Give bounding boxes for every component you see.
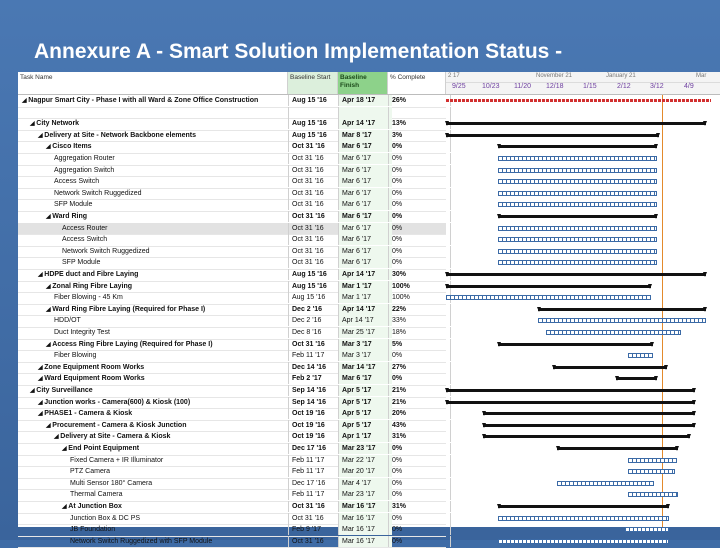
task-name-text: Cisco Items — [52, 143, 92, 151]
task-bar[interactable] — [498, 156, 657, 161]
timeline-top-label: January 21 — [606, 73, 636, 79]
task-name-cell[interactable] — [38, 373, 286, 384]
task-name-text: Junction works - Camera(600) & Kiosk (100) — [44, 398, 191, 406]
pct-complete-cell[interactable]: 13% — [388, 118, 451, 129]
baseline-start-cell[interactable]: Oct 31 '16 — [288, 513, 342, 524]
baseline-finish-cell[interactable]: Mar 1 '17 — [338, 292, 392, 303]
pct-complete-cell[interactable]: 0% — [388, 373, 451, 384]
baseline-finish-cell[interactable]: Apr 14 '17 — [338, 304, 392, 315]
collapse-toggle-icon[interactable]: ◢ — [46, 341, 53, 348]
pct-complete-cell[interactable]: 20% — [388, 408, 451, 419]
pct-complete-cell[interactable]: 0% — [388, 466, 451, 477]
pct-complete-cell[interactable]: 0% — [388, 153, 451, 164]
task-bar[interactable] — [538, 318, 706, 323]
task-bar[interactable] — [498, 191, 657, 196]
task-name-cell[interactable]: Access Switch — [54, 178, 100, 186]
task-name-cell[interactable]: Access Switch — [62, 236, 108, 244]
baseline-finish-cell[interactable]: Mar 20 '17 — [338, 466, 392, 477]
task-bar[interactable] — [557, 481, 654, 486]
pct-complete-header[interactable]: % Complete — [388, 72, 446, 94]
collapse-toggle-icon[interactable]: ◢ — [46, 422, 53, 429]
collapse-toggle-icon[interactable]: ◢ — [54, 434, 61, 441]
baseline-finish-cell[interactable]: Apr 1 '17 — [338, 431, 392, 442]
timeline-date: 10/23 — [482, 83, 500, 90]
timeline-date: 4/9 — [684, 83, 694, 90]
pct-complete-cell[interactable]: 31% — [388, 501, 451, 512]
baseline-finish-cell[interactable]: Apr 14 '17 — [338, 118, 392, 129]
summary-bar[interactable] — [538, 308, 706, 311]
task-bar[interactable] — [498, 516, 670, 521]
timeline-top-scale — [446, 72, 720, 83]
task-name-cell[interactable]: Fixed Camera + IR Illuminator — [70, 456, 164, 464]
baseline-start-cell[interactable]: Aug 15 '16 — [288, 130, 342, 141]
baseline-finish-cell[interactable]: Mar 6 '17 — [338, 373, 392, 384]
baseline-finish-cell[interactable]: Mar 23 '17 — [338, 489, 392, 500]
baseline-start-cell[interactable]: Dec 8 '16 — [288, 327, 342, 338]
task-bar[interactable] — [625, 527, 669, 532]
baseline-start-cell[interactable]: Oct 19 '16 — [288, 420, 342, 431]
task-name-cell[interactable]: HDD/OT — [54, 317, 81, 325]
baseline-start-cell[interactable]: Feb 11 '17 — [288, 466, 342, 477]
baseline-finish-cell[interactable]: Mar 3 '17 — [338, 350, 392, 361]
baseline-start-cell[interactable]: Aug 15 '16 — [288, 281, 342, 292]
pct-complete-cell[interactable]: 100% — [388, 281, 451, 292]
task-name-text: At Junction Box — [68, 503, 122, 510]
pct-complete-cell[interactable]: 100% — [388, 292, 451, 303]
baseline-start-cell[interactable]: Oct 31 '16 — [288, 257, 342, 268]
baseline-finish-cell[interactable]: Apr 5 '17 — [338, 385, 392, 396]
baseline-finish-cell[interactable]: Mar 16 '17 — [338, 536, 392, 547]
collapse-toggle-icon[interactable]: ◢ — [62, 446, 69, 452]
summary-bar[interactable] — [616, 377, 656, 380]
collapse-toggle-icon[interactable]: ◢ — [38, 399, 45, 406]
pct-complete-cell[interactable]: 0% — [388, 350, 451, 361]
summary-bar[interactable] — [498, 145, 657, 148]
summary-bar[interactable] — [446, 273, 706, 276]
task-bar[interactable] — [628, 458, 677, 463]
task-name-text: City Surveillance — [36, 387, 93, 394]
baseline-finish-cell[interactable]: Apr 5 '17 — [338, 420, 392, 431]
task-name-cell[interactable]: Fiber Blowing — [54, 352, 97, 360]
summary-bar[interactable] — [446, 401, 695, 404]
task-name-cell[interactable]: Fiber Blowing - 45 Km — [54, 294, 123, 302]
baseline-finish-cell[interactable]: Apr 14 '17 — [338, 269, 392, 280]
baseline-start-cell[interactable]: Oct 31 '16 — [288, 176, 342, 187]
baseline-finish-cell[interactable]: Mar 14 '17 — [338, 362, 392, 373]
task-name-cell[interactable]: PTZ Camera — [70, 468, 111, 476]
collapse-toggle-icon[interactable]: ◢ — [22, 98, 29, 104]
pct-complete-cell[interactable]: 0% — [388, 223, 451, 234]
baseline-finish-cell[interactable]: Mar 6 '17 — [338, 176, 392, 187]
slide-title: Annexure A - Smart Solution Implementation Status - — [34, 40, 563, 63]
pct-complete-cell[interactable]: 0% — [388, 536, 451, 547]
pct-complete-cell[interactable]: 0% — [388, 246, 451, 257]
collapse-toggle-icon[interactable]: ◢ — [38, 376, 45, 383]
task-name-text: End Point Equipment — [68, 445, 140, 452]
baseline-start-cell[interactable]: Oct 31 '16 — [288, 536, 342, 547]
baseline-finish-cell[interactable]: Mar 25 '17 — [338, 327, 392, 338]
baseline-start-cell[interactable]: Oct 19 '16 — [288, 408, 342, 419]
baseline-start-cell[interactable]: Oct 31 '16 — [288, 165, 342, 176]
pct-complete-cell[interactable]: 5% — [388, 339, 451, 350]
task-name-cell[interactable]: Aggregation Switch — [54, 166, 115, 174]
baseline-start-cell[interactable]: Oct 31 '16 — [288, 501, 342, 512]
task-name-text: Nagpur Smart City - Phase I with all Ward & Zone Office Construction — [28, 97, 259, 104]
baseline-start-cell[interactable]: Oct 31 '16 — [288, 141, 342, 152]
baseline-start-cell[interactable]: Feb 11 '17 — [288, 455, 342, 466]
pct-complete-cell[interactable]: 31% — [388, 431, 451, 442]
task-name-text: Ward Ring Fibre Laying (Required for Phase I) — [52, 305, 206, 313]
baseline-start-cell[interactable]: Feb 11 '17 — [288, 350, 342, 361]
baseline-start-cell[interactable]: Feb 2 '17 — [288, 373, 342, 384]
baseline-start-cell[interactable]: Oct 31 '16 — [288, 199, 342, 210]
pct-complete-cell[interactable]: 33% — [388, 315, 451, 326]
pct-complete-cell[interactable]: 0% — [388, 524, 451, 535]
task-bar[interactable] — [498, 202, 657, 207]
pct-complete-cell[interactable]: 21% — [388, 397, 451, 408]
task-name-cell[interactable]: Network Switch Ruggedized — [54, 189, 142, 197]
task-name-text: City Network — [36, 120, 80, 128]
baseline-finish-cell[interactable]: Mar 16 '17 — [338, 524, 392, 535]
task-name-cell[interactable] — [38, 130, 286, 141]
baseline-start-cell[interactable]: Oct 31 '16 — [288, 188, 342, 199]
project-summary-bar[interactable] — [446, 99, 711, 102]
timeline-top-label: November 21 — [536, 73, 573, 79]
task-name-cell[interactable]: Network Switch Ruggedized with SFP Module — [70, 537, 213, 545]
collapse-toggle-icon[interactable]: ◢ — [38, 132, 45, 139]
task-name-cell[interactable] — [46, 304, 286, 315]
pct-complete-cell[interactable]: 0% — [388, 478, 451, 489]
task-name-header[interactable]: Task Name — [18, 72, 288, 94]
task-bar[interactable] — [498, 260, 657, 265]
baseline-start-header[interactable]: Baseline Start — [288, 72, 338, 94]
baseline-start-cell[interactable]: Aug 15 '16 — [288, 118, 342, 129]
timeline-date: 11/20 — [514, 83, 531, 90]
task-bar[interactable] — [628, 492, 679, 497]
collapse-toggle-icon[interactable]: ◢ — [38, 411, 45, 418]
task-name-cell[interactable]: SFP Module — [54, 201, 93, 209]
baseline-finish-cell[interactable]: Mar 3 '17 — [338, 339, 392, 350]
timeline-header — [446, 72, 720, 94]
timeline-date: 2/12 — [617, 83, 631, 90]
task-name-cell[interactable] — [46, 339, 286, 350]
baseline-finish-cell[interactable]: Mar 6 '17 — [338, 234, 392, 245]
pct-complete-cell[interactable] — [388, 107, 451, 118]
baseline-finish-cell[interactable]: Mar 6 '17 — [338, 246, 392, 257]
summary-bar[interactable] — [483, 435, 690, 438]
baseline-start-cell[interactable]: Aug 15 '16 — [288, 292, 342, 303]
task-name-text: HDPE duct and Fibre Laying — [44, 271, 139, 278]
task-name-cell[interactable] — [38, 397, 286, 408]
baseline-start-cell[interactable]: Dec 17 '16 — [288, 443, 342, 454]
task-name-text: Access Ring Fibre Laying (Required for Phase I) — [52, 340, 213, 348]
task-name-text: Delivery at Site - Network Backbone elements — [44, 131, 197, 139]
task-name-text: Ward Ring — [52, 213, 88, 220]
task-bar[interactable] — [498, 237, 657, 242]
pct-complete-cell[interactable]: 0% — [388, 234, 451, 245]
task-bar[interactable] — [498, 249, 657, 254]
baseline-start-cell[interactable]: Dec 2 '16 — [288, 315, 342, 326]
task-name-cell[interactable] — [46, 211, 286, 222]
baseline-finish-cell[interactable]: Mar 6 '17 — [338, 141, 392, 152]
task-bar[interactable] — [546, 330, 681, 335]
pct-complete-cell[interactable]: 0% — [388, 455, 451, 466]
collapse-toggle-icon[interactable]: ◢ — [38, 272, 45, 278]
pct-complete-cell[interactable]: 0% — [388, 188, 451, 199]
baseline-finish-cell[interactable]: Mar 6 '17 — [338, 211, 392, 222]
task-name-cell[interactable] — [62, 501, 286, 512]
task-name-cell[interactable]: Thermal Camera — [70, 491, 123, 499]
collapse-toggle-icon[interactable]: ◢ — [46, 214, 53, 220]
task-name-cell[interactable]: Aggregation Router — [54, 155, 115, 162]
baseline-finish-cell[interactable]: Mar 8 '17 — [338, 130, 392, 141]
pct-complete-cell[interactable]: 0% — [388, 199, 451, 210]
baseline-start-cell[interactable]: Feb 11 '17 — [288, 489, 342, 500]
baseline-finish-cell[interactable]: Mar 4 '17 — [338, 478, 392, 489]
summary-bar[interactable] — [498, 343, 653, 346]
summary-bar[interactable] — [483, 412, 695, 415]
timeline-date: 9/25 — [452, 83, 466, 90]
task-bar[interactable] — [446, 295, 651, 300]
task-name-cell[interactable]: Access Router — [62, 224, 108, 232]
baseline-finish-header[interactable]: Baseline Finish — [338, 72, 388, 94]
pct-complete-cell[interactable]: 0% — [388, 165, 451, 176]
collapse-toggle-icon[interactable]: ◢ — [30, 388, 37, 394]
pct-complete-cell[interactable]: 3% — [388, 130, 451, 141]
task-name-text: Procurement - Camera & Kiosk Junction — [52, 421, 187, 429]
task-name-cell[interactable]: Junction Box & DC PS — [70, 514, 141, 522]
baseline-finish-cell[interactable]: Apr 18 '17 — [338, 95, 392, 106]
task-name-text: Delivery at Site - Camera & Kiosk — [60, 433, 171, 441]
baseline-start-cell[interactable]: Oct 31 '16 — [288, 339, 342, 350]
task-name-cell[interactable] — [22, 95, 286, 106]
task-name-text: PHASE1 - Camera & Kiosk — [44, 410, 133, 418]
task-name-cell[interactable] — [46, 281, 286, 292]
task-name-cell[interactable]: JB Foundation — [70, 526, 116, 534]
baseline-finish-cell[interactable]: Mar 16 '17 — [338, 501, 392, 512]
baseline-finish-cell[interactable]: Mar 16 '17 — [338, 513, 392, 524]
collapse-toggle-icon[interactable]: ◢ — [46, 306, 53, 313]
pct-complete-cell[interactable]: 18% — [388, 327, 451, 338]
baseline-finish-cell[interactable]: Mar 1 '17 — [338, 281, 392, 292]
collapse-toggle-icon[interactable]: ◢ — [62, 504, 69, 510]
baseline-start-cell[interactable]: Oct 31 '16 — [288, 234, 342, 245]
baseline-start-cell[interactable]: Feb 9 '17 — [288, 524, 342, 535]
baseline-finish-cell[interactable]: Apr 5 '17 — [338, 397, 392, 408]
pct-complete-cell[interactable]: 0% — [388, 211, 451, 222]
timeline-top-label: 2 17 — [448, 73, 460, 79]
summary-bar[interactable] — [553, 366, 667, 369]
timeline-date: 3/12 — [650, 83, 664, 90]
baseline-start-cell[interactable]: Oct 31 '16 — [288, 223, 342, 234]
table-row[interactable] — [18, 536, 446, 548]
project-schedule-screenshot — [18, 72, 720, 545]
baseline-start-cell[interactable] — [288, 107, 342, 118]
timeline-date: 1/15 — [583, 83, 597, 90]
baseline-finish-cell[interactable]: Mar 6 '17 — [338, 199, 392, 210]
task-name-cell[interactable]: Network Switch Ruggedized — [62, 247, 150, 255]
collapse-toggle-icon[interactable]: ◢ — [46, 144, 53, 151]
pct-complete-cell[interactable]: 22% — [388, 304, 451, 315]
task-name-cell[interactable]: Multi Sensor 180° Camera — [70, 479, 153, 487]
task-bar[interactable] — [498, 539, 670, 544]
task-name-cell[interactable]: Duct Integrity Test — [54, 329, 110, 336]
task-bar[interactable] — [628, 469, 675, 474]
baseline-start-cell[interactable]: Aug 15 '16 — [288, 95, 342, 106]
baseline-start-cell[interactable]: Oct 19 '16 — [288, 431, 342, 442]
task-bar[interactable] — [628, 353, 653, 358]
task-name-cell[interactable] — [62, 443, 286, 454]
grid-header — [18, 72, 720, 95]
baseline-start-cell[interactable]: Sep 14 '16 — [288, 385, 342, 396]
summary-bar[interactable] — [498, 505, 670, 508]
baseline-finish-cell[interactable]: Mar 22 '17 — [338, 455, 392, 466]
pct-complete-cell[interactable]: 0% — [388, 257, 451, 268]
timeline-top-label: Mar — [696, 73, 707, 79]
pct-complete-cell[interactable]: 30% — [388, 269, 451, 280]
baseline-start-cell[interactable]: Oct 31 '16 — [288, 246, 342, 257]
task-name-cell[interactable] — [30, 118, 286, 129]
baseline-finish-cell[interactable] — [338, 107, 392, 118]
summary-bar[interactable] — [446, 389, 695, 392]
task-bar[interactable] — [498, 226, 657, 231]
baseline-start-cell[interactable]: Dec 2 '16 — [288, 304, 342, 315]
task-bar[interactable] — [498, 179, 657, 184]
pct-complete-cell[interactable]: 21% — [388, 385, 451, 396]
baseline-start-cell[interactable]: Oct 31 '16 — [288, 211, 342, 222]
baseline-start-cell[interactable]: Dec 14 '16 — [288, 362, 342, 373]
baseline-finish-cell[interactable]: Apr 5 '17 — [338, 408, 392, 419]
task-name-cell[interactable] — [46, 141, 286, 152]
task-name-cell[interactable]: SFP Module — [62, 259, 101, 267]
pct-complete-cell[interactable]: 27% — [388, 362, 451, 373]
baseline-start-cell[interactable]: Dec 17 '16 — [288, 478, 342, 489]
task-name-text: Zone Equipment Room Works — [44, 363, 145, 371]
pct-complete-cell[interactable]: 0% — [388, 489, 451, 500]
gantt-chart — [446, 95, 720, 527]
baseline-finish-cell[interactable]: Apr 14 '17 — [338, 315, 392, 326]
task-name-cell[interactable] — [30, 385, 286, 396]
summary-bar[interactable] — [446, 285, 651, 288]
baseline-finish-cell[interactable]: Mar 6 '17 — [338, 223, 392, 234]
collapse-toggle-icon[interactable]: ◢ — [46, 283, 53, 290]
baseline-start-cell[interactable]: Sep 14 '16 — [288, 397, 342, 408]
task-name-text: Zonal Ring Fibre Laying — [52, 282, 133, 290]
summary-bar[interactable] — [557, 447, 678, 450]
summary-bar[interactable] — [446, 122, 706, 125]
pct-complete-cell[interactable]: 0% — [388, 443, 451, 454]
baseline-start-cell[interactable]: Oct 31 '16 — [288, 153, 342, 164]
task-bar[interactable] — [498, 168, 657, 173]
task-name-cell[interactable] — [38, 269, 286, 280]
pct-complete-cell[interactable]: 0% — [388, 176, 451, 187]
summary-bar[interactable] — [446, 134, 659, 137]
collapse-toggle-icon[interactable]: ◢ — [30, 121, 37, 128]
timeline-date: 12/18 — [546, 83, 564, 90]
baseline-start-cell[interactable]: Aug 15 '16 — [288, 269, 342, 280]
baseline-finish-cell[interactable]: Mar 6 '17 — [338, 188, 392, 199]
collapse-toggle-icon[interactable]: ◢ — [38, 364, 45, 371]
task-name-cell[interactable] — [54, 431, 286, 442]
baseline-finish-cell[interactable]: Mar 6 '17 — [338, 153, 392, 164]
summary-bar[interactable] — [483, 424, 695, 427]
summary-bar[interactable] — [498, 215, 657, 218]
pct-complete-cell[interactable]: 43% — [388, 420, 451, 431]
task-name-cell[interactable] — [38, 362, 286, 373]
task-name-text: Ward Equipment Room Works — [44, 375, 145, 383]
task-name-cell[interactable] — [46, 420, 286, 431]
baseline-finish-cell[interactable]: Mar 23 '17 — [338, 443, 392, 454]
pct-complete-cell[interactable]: 0% — [388, 513, 451, 524]
task-name-cell[interactable] — [22, 107, 286, 118]
baseline-finish-cell[interactable]: Mar 6 '17 — [338, 257, 392, 268]
baseline-finish-cell[interactable]: Mar 6 '17 — [338, 165, 392, 176]
pct-complete-cell[interactable]: 0% — [388, 141, 451, 152]
pct-complete-cell[interactable]: 26% — [388, 95, 451, 106]
task-name-cell[interactable] — [38, 408, 286, 419]
